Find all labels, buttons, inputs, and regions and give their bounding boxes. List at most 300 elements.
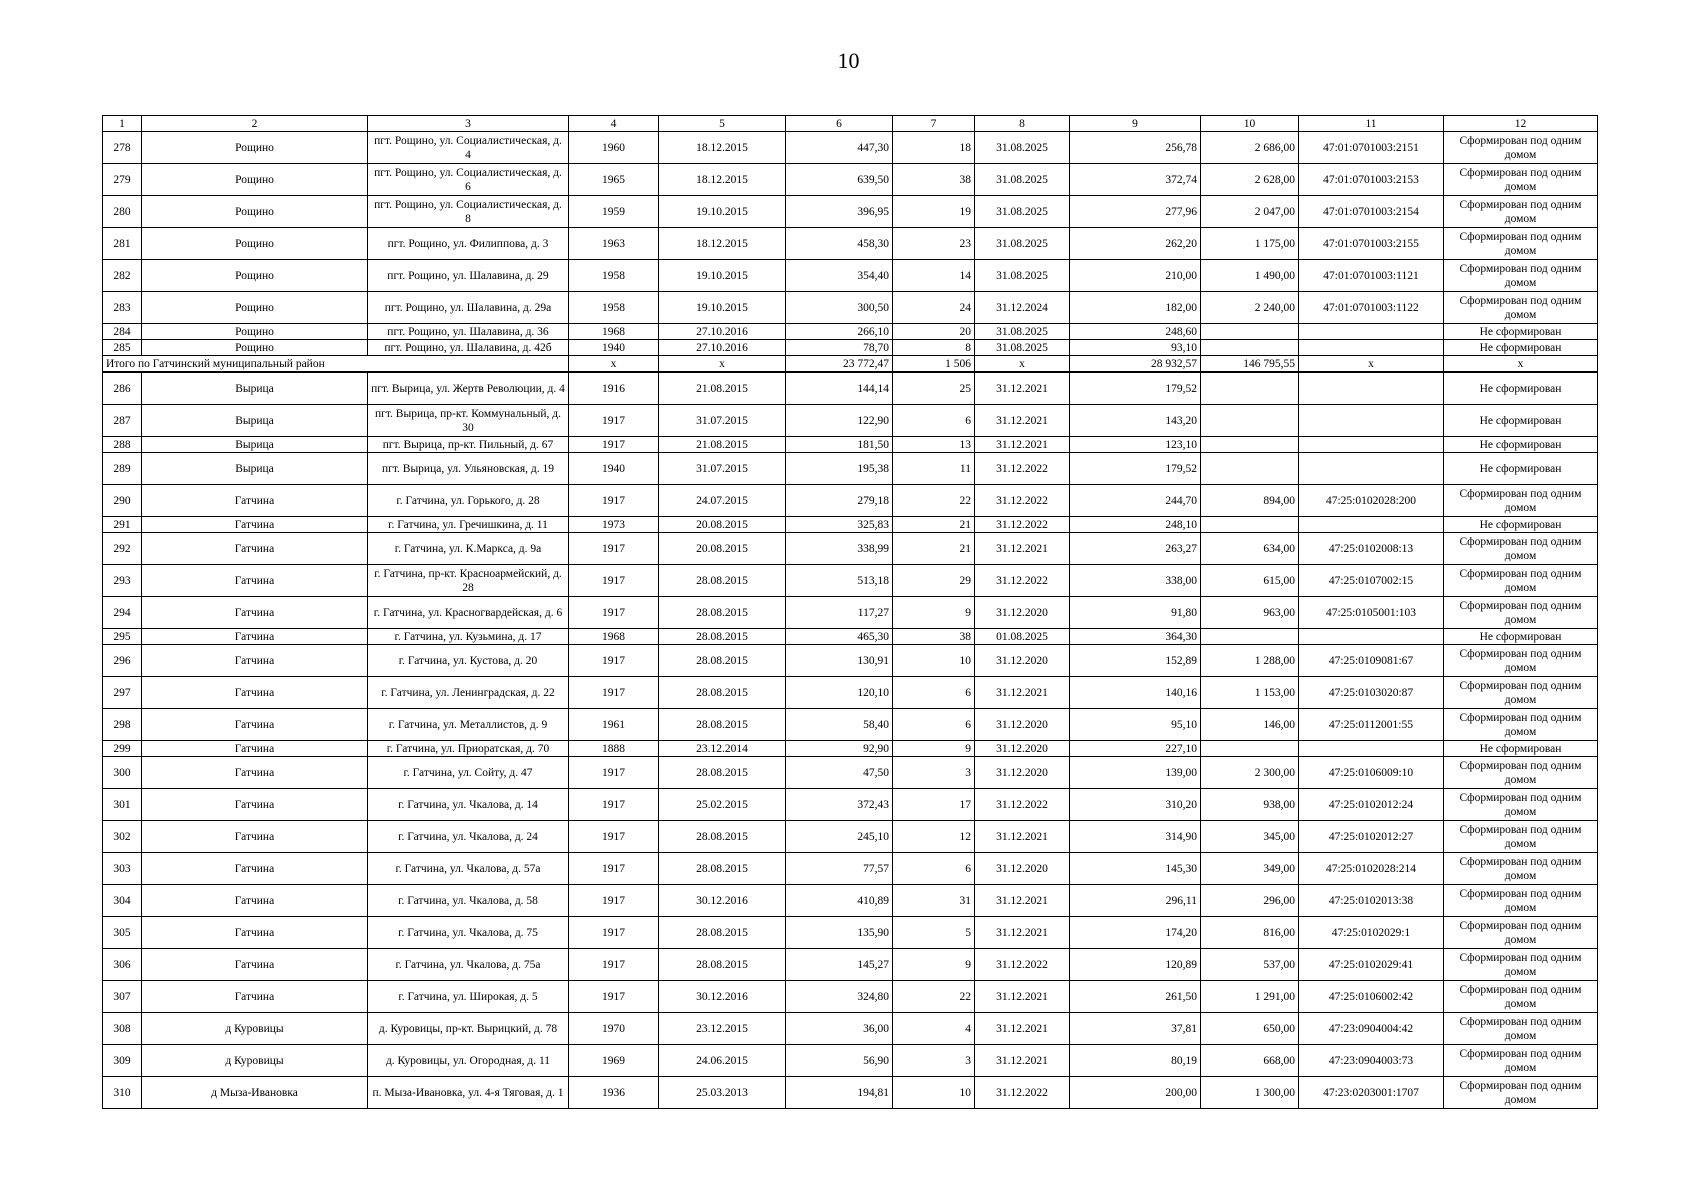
land-status-cell: Не сформирован xyxy=(1444,517,1598,533)
settlement-cell: Гатчина xyxy=(142,645,368,677)
settlement-cell: Гатчина xyxy=(142,917,368,949)
year-built-cell: 1958 xyxy=(569,292,659,324)
cadastral-number-cell: 47:25:0102008:13 xyxy=(1299,533,1444,565)
address-cell: г. Гатчина, ул. Чкалова, д. 75а xyxy=(368,949,569,981)
cadastral-number-cell xyxy=(1299,517,1444,533)
address-cell: г. Гатчина, ул. К.Маркса, д. 9а xyxy=(368,533,569,565)
residents-cell: 3 xyxy=(893,757,975,789)
area-total-cell: 37,81 xyxy=(1070,1013,1201,1045)
row-number-cell: 291 xyxy=(103,517,142,533)
area-total-cell: 364,30 xyxy=(1070,629,1201,645)
land-status-cell: Сформирован под одним домом xyxy=(1444,565,1598,597)
area-cell: 639,50 xyxy=(786,164,893,196)
table-row xyxy=(103,741,1598,757)
address-cell: д. Куровицы, пр-кт. Вырицкий, д. 78 xyxy=(368,1013,569,1045)
residents-cell: 14 xyxy=(893,260,975,292)
land-status-cell: Сформирован под одним домом xyxy=(1444,789,1598,821)
year-built-cell: 1960 xyxy=(569,132,659,164)
cadastral-number-cell: 47:25:0106002:42 xyxy=(1299,981,1444,1013)
land-area-cell: 1 288,00 xyxy=(1201,645,1299,677)
table-body xyxy=(103,116,1598,1109)
area-cell: 513,18 xyxy=(786,565,893,597)
date-resettlement-cell: 31.12.2020 xyxy=(975,645,1070,677)
address-cell: г. Гатчина, ул. Широкая, д. 5 xyxy=(368,981,569,1013)
residents-cell: 25 xyxy=(893,372,975,405)
area-cell: 47,50 xyxy=(786,757,893,789)
address-cell: пгт. Рощино, ул. Филиппова, д. 3 xyxy=(368,228,569,260)
area-cell: 78,70 xyxy=(786,340,893,356)
settlement-cell: Гатчина xyxy=(142,853,368,885)
date-cell: 28.08.2015 xyxy=(659,917,786,949)
area-cell: 135,90 xyxy=(786,917,893,949)
table-row xyxy=(103,709,1598,741)
row-number-cell: 293 xyxy=(103,565,142,597)
land-area-cell: 963,00 xyxy=(1201,597,1299,629)
cadastral-number-cell xyxy=(1299,372,1444,405)
land-area-cell: 668,00 xyxy=(1201,1045,1299,1077)
subtotal-value: 146 795,55 xyxy=(1201,356,1299,373)
area-total-cell: 248,10 xyxy=(1070,517,1201,533)
area-total-cell: 152,89 xyxy=(1070,645,1201,677)
area-cell: 372,43 xyxy=(786,789,893,821)
row-number-cell: 283 xyxy=(103,292,142,324)
address-cell: г. Гатчина, ул. Приоратская, д. 70 xyxy=(368,741,569,757)
date-cell: 31.07.2015 xyxy=(659,405,786,437)
address-cell: п. Мыза-Ивановка, ул. 4-я Тяговая, д. 1 xyxy=(368,1077,569,1109)
settlement-cell: Гатчина xyxy=(142,517,368,533)
land-area-cell: 345,00 xyxy=(1201,821,1299,853)
land-status-cell: Сформирован под одним домом xyxy=(1444,677,1598,709)
area-total-cell: 314,90 xyxy=(1070,821,1201,853)
area-cell: 266,10 xyxy=(786,324,893,340)
date-resettlement-cell: 31.12.2021 xyxy=(975,917,1070,949)
land-status-cell: Сформирован под одним домом xyxy=(1444,885,1598,917)
row-number-cell: 282 xyxy=(103,260,142,292)
area-total-cell: 261,50 xyxy=(1070,981,1201,1013)
land-status-cell: Сформирован под одним домом xyxy=(1444,260,1598,292)
date-resettlement-cell: 31.08.2025 xyxy=(975,196,1070,228)
row-number-cell: 280 xyxy=(103,196,142,228)
residents-cell: 9 xyxy=(893,949,975,981)
row-number-cell: 279 xyxy=(103,164,142,196)
table-row xyxy=(103,164,1598,196)
table-row xyxy=(103,372,1598,405)
date-resettlement-cell: 01.08.2025 xyxy=(975,629,1070,645)
year-built-cell: 1940 xyxy=(569,340,659,356)
date-resettlement-cell: 31.12.2021 xyxy=(975,533,1070,565)
column-number-row xyxy=(103,116,1598,132)
land-area-cell xyxy=(1201,741,1299,757)
residents-cell: 9 xyxy=(893,597,975,629)
cadastral-number-cell: 47:25:0106009:10 xyxy=(1299,757,1444,789)
date-cell: 28.08.2015 xyxy=(659,565,786,597)
date-cell: 19.10.2015 xyxy=(659,260,786,292)
year-built-cell: 1917 xyxy=(569,405,659,437)
area-cell: 92,90 xyxy=(786,741,893,757)
area-cell: 195,38 xyxy=(786,453,893,485)
date-resettlement-cell: 31.12.2022 xyxy=(975,1077,1070,1109)
land-area-cell xyxy=(1201,437,1299,453)
area-total-cell: 244,70 xyxy=(1070,485,1201,517)
area-cell: 447,30 xyxy=(786,132,893,164)
settlement-cell: Вырица xyxy=(142,372,368,405)
area-total-cell: 256,78 xyxy=(1070,132,1201,164)
land-area-cell xyxy=(1201,340,1299,356)
date-resettlement-cell: 31.12.2020 xyxy=(975,741,1070,757)
date-resettlement-cell: 31.12.2021 xyxy=(975,677,1070,709)
table-row xyxy=(103,677,1598,709)
cadastral-number-cell xyxy=(1299,437,1444,453)
year-built-cell: 1968 xyxy=(569,324,659,340)
settlement-cell: Гатчина xyxy=(142,709,368,741)
settlement-cell: Рощино xyxy=(142,324,368,340)
area-cell: 458,30 xyxy=(786,228,893,260)
year-built-cell: 1958 xyxy=(569,260,659,292)
area-cell: 144,14 xyxy=(786,372,893,405)
date-cell: 23.12.2014 xyxy=(659,741,786,757)
land-status-cell: Сформирован под одним домом xyxy=(1444,164,1598,196)
settlement-cell: Гатчина xyxy=(142,629,368,645)
row-number-cell: 310 xyxy=(103,1077,142,1109)
table-row xyxy=(103,885,1598,917)
year-built-cell: 1917 xyxy=(569,485,659,517)
land-area-cell: 1 153,00 xyxy=(1201,677,1299,709)
year-built-cell: 1917 xyxy=(569,645,659,677)
year-built-cell: 1916 xyxy=(569,372,659,405)
table-row xyxy=(103,324,1598,340)
settlement-cell: Рощино xyxy=(142,164,368,196)
table-row xyxy=(103,228,1598,260)
table-row xyxy=(103,1045,1598,1077)
area-total-cell: 179,52 xyxy=(1070,372,1201,405)
land-area-cell xyxy=(1201,517,1299,533)
settlement-cell: Гатчина xyxy=(142,757,368,789)
row-number-cell: 294 xyxy=(103,597,142,629)
row-number-cell: 307 xyxy=(103,981,142,1013)
date-resettlement-cell: 31.12.2020 xyxy=(975,757,1070,789)
area-cell: 130,91 xyxy=(786,645,893,677)
cadastral-number-cell xyxy=(1299,453,1444,485)
land-area-cell: 2 686,00 xyxy=(1201,132,1299,164)
land-status-cell: Не сформирован xyxy=(1444,629,1598,645)
residents-cell: 6 xyxy=(893,853,975,885)
year-built-cell: 1917 xyxy=(569,917,659,949)
table-row xyxy=(103,821,1598,853)
land-status-cell: Сформирован под одним домом xyxy=(1444,196,1598,228)
area-cell: 56,90 xyxy=(786,1045,893,1077)
date-resettlement-cell: 31.12.2021 xyxy=(975,821,1070,853)
land-status-cell: Не сформирован xyxy=(1444,437,1598,453)
address-cell: г. Гатчина, ул. Сойту, д. 47 xyxy=(368,757,569,789)
land-status-cell: Сформирован под одним домом xyxy=(1444,645,1598,677)
settlement-cell: Гатчина xyxy=(142,885,368,917)
area-cell: 325,83 xyxy=(786,517,893,533)
table-row xyxy=(103,340,1598,356)
year-built-cell: 1917 xyxy=(569,597,659,629)
row-number-cell: 309 xyxy=(103,1045,142,1077)
address-cell: г. Гатчина, ул. Металлистов, д. 9 xyxy=(368,709,569,741)
land-area-cell: 537,00 xyxy=(1201,949,1299,981)
area-total-cell: 262,20 xyxy=(1070,228,1201,260)
address-cell: г. Гатчина, ул. Кузьмина, д. 17 xyxy=(368,629,569,645)
row-number-cell: 301 xyxy=(103,789,142,821)
page-number: 10 xyxy=(837,48,860,73)
table-row xyxy=(103,437,1598,453)
year-built-cell: 1917 xyxy=(569,533,659,565)
address-cell: пгт. Вырица, ул. Ульяновская, д. 19 xyxy=(368,453,569,485)
area-cell: 58,40 xyxy=(786,709,893,741)
date-cell: 18.12.2015 xyxy=(659,164,786,196)
residents-cell: 10 xyxy=(893,645,975,677)
area-total-cell: 200,00 xyxy=(1070,1077,1201,1109)
land-area-cell: 1 291,00 xyxy=(1201,981,1299,1013)
date-resettlement-cell: 31.12.2021 xyxy=(975,372,1070,405)
area-total-cell: 248,60 xyxy=(1070,324,1201,340)
row-number-cell: 295 xyxy=(103,629,142,645)
date-cell: 21.08.2015 xyxy=(659,372,786,405)
date-cell: 28.08.2015 xyxy=(659,709,786,741)
table-row xyxy=(103,629,1598,645)
area-total-cell: 139,00 xyxy=(1070,757,1201,789)
land-area-cell: 615,00 xyxy=(1201,565,1299,597)
address-cell: г. Гатчина, ул. Чкалова, д. 75 xyxy=(368,917,569,949)
table-row xyxy=(103,196,1598,228)
area-cell: 122,90 xyxy=(786,405,893,437)
land-area-cell: 816,00 xyxy=(1201,917,1299,949)
table-row xyxy=(103,1077,1598,1109)
cadastral-number-cell xyxy=(1299,324,1444,340)
year-built-cell: 1970 xyxy=(569,1013,659,1045)
address-cell: пгт. Рощино, ул. Шалавина, д. 29 xyxy=(368,260,569,292)
area-cell: 396,95 xyxy=(786,196,893,228)
residents-cell: 21 xyxy=(893,517,975,533)
table-row xyxy=(103,533,1598,565)
table-row xyxy=(103,853,1598,885)
date-cell: 27.10.2016 xyxy=(659,324,786,340)
settlement-cell: Гатчина xyxy=(142,741,368,757)
address-cell: г. Гатчина, ул. Чкалова, д. 24 xyxy=(368,821,569,853)
address-cell: пгт. Рощино, ул. Шалавина, д. 36 xyxy=(368,324,569,340)
residents-cell: 9 xyxy=(893,741,975,757)
settlement-cell: Гатчина xyxy=(142,565,368,597)
land-status-cell: Не сформирован xyxy=(1444,372,1598,405)
cadastral-number-cell: 47:23:0904003:73 xyxy=(1299,1045,1444,1077)
settlement-cell: д Куровицы xyxy=(142,1013,368,1045)
land-status-cell: Сформирован под одним домом xyxy=(1444,1077,1598,1109)
land-area-cell: 2 047,00 xyxy=(1201,196,1299,228)
land-status-cell: Сформирован под одним домом xyxy=(1444,853,1598,885)
area-cell: 338,99 xyxy=(786,533,893,565)
date-cell: 18.12.2015 xyxy=(659,228,786,260)
land-area-cell: 634,00 xyxy=(1201,533,1299,565)
column-number: 2 xyxy=(142,116,368,132)
land-area-cell: 296,00 xyxy=(1201,885,1299,917)
land-area-cell: 2 628,00 xyxy=(1201,164,1299,196)
row-number-cell: 281 xyxy=(103,228,142,260)
date-cell: 28.08.2015 xyxy=(659,853,786,885)
year-built-cell: 1940 xyxy=(569,453,659,485)
year-built-cell: 1959 xyxy=(569,196,659,228)
settlement-cell: Гатчина xyxy=(142,533,368,565)
area-total-cell: 145,30 xyxy=(1070,853,1201,885)
area-cell: 354,40 xyxy=(786,260,893,292)
land-status-cell: Не сформирован xyxy=(1444,405,1598,437)
settlement-cell: Рощино xyxy=(142,196,368,228)
table-row xyxy=(103,917,1598,949)
settlement-cell: Гатчина xyxy=(142,981,368,1013)
row-number-cell: 296 xyxy=(103,645,142,677)
cadastral-number-cell: 47:01:0701003:2155 xyxy=(1299,228,1444,260)
subtotal-value: х xyxy=(659,356,786,373)
column-number: 10 xyxy=(1201,116,1299,132)
date-cell: 31.07.2015 xyxy=(659,453,786,485)
area-cell: 410,89 xyxy=(786,885,893,917)
date-cell: 28.08.2015 xyxy=(659,821,786,853)
settlement-cell: Вырица xyxy=(142,453,368,485)
date-cell: 28.08.2015 xyxy=(659,949,786,981)
residents-cell: 11 xyxy=(893,453,975,485)
area-cell: 117,27 xyxy=(786,597,893,629)
column-number: 1 xyxy=(103,116,142,132)
date-resettlement-cell: 31.08.2025 xyxy=(975,340,1070,356)
table-row xyxy=(103,517,1598,533)
date-resettlement-cell: 31.12.2021 xyxy=(975,981,1070,1013)
land-status-cell: Не сформирован xyxy=(1444,453,1598,485)
year-built-cell: 1917 xyxy=(569,757,659,789)
residents-cell: 19 xyxy=(893,196,975,228)
area-cell: 245,10 xyxy=(786,821,893,853)
land-status-cell: Сформирован под одним домом xyxy=(1444,917,1598,949)
table-row xyxy=(103,485,1598,517)
row-number-cell: 286 xyxy=(103,372,142,405)
cadastral-number-cell: 47:01:0701003:1122 xyxy=(1299,292,1444,324)
table-row xyxy=(103,1013,1598,1045)
row-number-cell: 306 xyxy=(103,949,142,981)
column-number: 7 xyxy=(893,116,975,132)
address-cell: г. Гатчина, ул. Кустова, д. 20 xyxy=(368,645,569,677)
row-number-cell: 305 xyxy=(103,917,142,949)
land-area-cell: 349,00 xyxy=(1201,853,1299,885)
row-number-cell: 287 xyxy=(103,405,142,437)
area-total-cell: 80,19 xyxy=(1070,1045,1201,1077)
address-cell: пгт. Вырица, пр-кт. Коммунальный, д. 30 xyxy=(368,405,569,437)
cadastral-number-cell xyxy=(1299,405,1444,437)
address-cell: г. Гатчина, ул. Чкалова, д. 14 xyxy=(368,789,569,821)
date-resettlement-cell: 31.08.2025 xyxy=(975,132,1070,164)
address-cell: пгт. Рощино, ул. Шалавина, д. 42б xyxy=(368,340,569,356)
area-cell: 77,57 xyxy=(786,853,893,885)
area-cell: 36,00 xyxy=(786,1013,893,1045)
area-total-cell: 120,89 xyxy=(1070,949,1201,981)
area-total-cell: 277,96 xyxy=(1070,196,1201,228)
settlement-cell: Рощино xyxy=(142,260,368,292)
register-table xyxy=(102,115,1598,1109)
date-resettlement-cell: 31.08.2025 xyxy=(975,260,1070,292)
cadastral-number-cell: 47:25:0103020:87 xyxy=(1299,677,1444,709)
cadastral-number-cell: 47:25:0107002:15 xyxy=(1299,565,1444,597)
date-cell: 28.08.2015 xyxy=(659,629,786,645)
date-cell: 25.03.2013 xyxy=(659,1077,786,1109)
date-cell: 21.08.2015 xyxy=(659,437,786,453)
date-cell: 28.08.2015 xyxy=(659,597,786,629)
subtotal-row xyxy=(103,356,1598,373)
address-cell: пгт. Вырица, ул. Жертв Революции, д. 4 xyxy=(368,372,569,405)
residents-cell: 18 xyxy=(893,132,975,164)
year-built-cell: 1936 xyxy=(569,1077,659,1109)
column-number: 3 xyxy=(368,116,569,132)
land-status-cell: Сформирован под одним домом xyxy=(1444,1045,1598,1077)
table-row xyxy=(103,789,1598,821)
residents-cell: 31 xyxy=(893,885,975,917)
date-cell: 23.12.2015 xyxy=(659,1013,786,1045)
residents-cell: 38 xyxy=(893,164,975,196)
cadastral-number-cell: 47:23:0203001:1707 xyxy=(1299,1077,1444,1109)
column-number: 4 xyxy=(569,116,659,132)
row-number-cell: 285 xyxy=(103,340,142,356)
cadastral-number-cell xyxy=(1299,340,1444,356)
settlement-cell: д Куровицы xyxy=(142,1045,368,1077)
date-resettlement-cell: 31.12.2022 xyxy=(975,453,1070,485)
date-resettlement-cell: 31.12.2020 xyxy=(975,709,1070,741)
land-status-cell: Не сформирован xyxy=(1444,741,1598,757)
row-number-cell: 289 xyxy=(103,453,142,485)
column-number: 11 xyxy=(1299,116,1444,132)
area-total-cell: 93,10 xyxy=(1070,340,1201,356)
land-area-cell xyxy=(1201,405,1299,437)
residents-cell: 20 xyxy=(893,324,975,340)
land-area-cell xyxy=(1201,629,1299,645)
subtotal-value: х xyxy=(1299,356,1444,373)
year-built-cell: 1917 xyxy=(569,565,659,597)
residents-cell: 6 xyxy=(893,677,975,709)
year-built-cell: 1961 xyxy=(569,709,659,741)
cadastral-number-cell: 47:01:0701003:2151 xyxy=(1299,132,1444,164)
settlement-cell: Гатчина xyxy=(142,485,368,517)
row-number-cell: 292 xyxy=(103,533,142,565)
table-row xyxy=(103,453,1598,485)
cadastral-number-cell: 47:01:0701003:1121 xyxy=(1299,260,1444,292)
residents-cell: 12 xyxy=(893,821,975,853)
date-cell: 20.08.2015 xyxy=(659,533,786,565)
residents-cell: 3 xyxy=(893,1045,975,1077)
year-built-cell: 1917 xyxy=(569,949,659,981)
land-status-cell: Сформирован под одним домом xyxy=(1444,981,1598,1013)
cadastral-number-cell xyxy=(1299,629,1444,645)
land-area-cell: 938,00 xyxy=(1201,789,1299,821)
residents-cell: 4 xyxy=(893,1013,975,1045)
area-total-cell: 263,27 xyxy=(1070,533,1201,565)
area-total-cell: 310,20 xyxy=(1070,789,1201,821)
row-number-cell: 299 xyxy=(103,741,142,757)
year-built-cell: 1965 xyxy=(569,164,659,196)
cadastral-number-cell: 47:25:0102028:214 xyxy=(1299,853,1444,885)
year-built-cell: 1917 xyxy=(569,437,659,453)
residents-cell: 13 xyxy=(893,437,975,453)
area-cell: 465,30 xyxy=(786,629,893,645)
settlement-cell: Гатчина xyxy=(142,821,368,853)
address-cell: г. Гатчина, ул. Горького, д. 28 xyxy=(368,485,569,517)
date-resettlement-cell: 31.12.2022 xyxy=(975,789,1070,821)
residents-cell: 21 xyxy=(893,533,975,565)
table-row xyxy=(103,292,1598,324)
row-number-cell: 303 xyxy=(103,853,142,885)
land-area-cell: 2 240,00 xyxy=(1201,292,1299,324)
date-cell: 19.10.2015 xyxy=(659,292,786,324)
area-cell: 300,50 xyxy=(786,292,893,324)
date-cell: 24.07.2015 xyxy=(659,485,786,517)
land-status-cell: Сформирован под одним домом xyxy=(1444,485,1598,517)
subtotal-value: 1 506 xyxy=(893,356,975,373)
